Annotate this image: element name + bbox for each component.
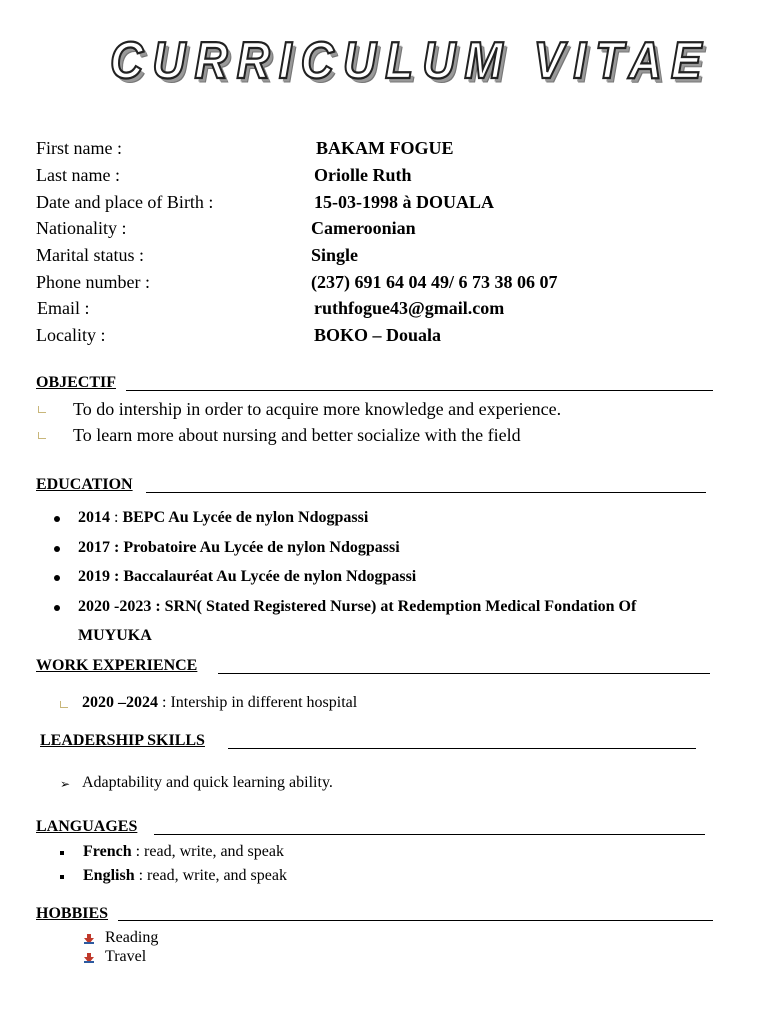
check-bullet-icon: [38, 406, 46, 413]
bullet-dot: [54, 605, 60, 611]
objective-item: To do intership in order to acquire more knowledge and experience.: [73, 399, 562, 419]
language-name: English: [83, 867, 135, 884]
language-item: [83, 867, 287, 885]
arrow-down-bullet-icon: [84, 953, 94, 963]
education-text: Baccalauréat Au Lycée de nylon Ndogpassi: [123, 568, 417, 585]
section-rule: [118, 920, 713, 921]
info-label: Last name :: [36, 165, 120, 185]
info-value: Oriolle Ruth: [314, 165, 412, 185]
info-value: (237) 691 64 04 49/ 6 73 38 06 07: [311, 272, 558, 292]
language-level: : read, write, and speak: [134, 867, 287, 884]
work-text: : Intership in different hospital: [158, 694, 358, 711]
info-value: BAKAM FOGUE: [316, 138, 454, 158]
info-label: Nationality :: [36, 218, 127, 238]
check-bullet-icon: [38, 432, 46, 439]
education-item: [78, 568, 416, 586]
info-value: ruthfogue43@gmail.com: [314, 298, 505, 318]
info-label: Marital status :: [36, 245, 144, 265]
info-row-last-name: [0, 165, 768, 191]
objective-item: To learn more about nursing and better socialize with the field: [73, 425, 521, 445]
hobby-item: Reading: [105, 929, 159, 946]
education-item: [78, 598, 636, 616]
info-label: First name :: [36, 138, 122, 158]
education-text: BEPC Au Lycée de nylon Ndogpassi: [122, 509, 369, 526]
section-heading-hobbies: HOBBIES: [36, 905, 109, 922]
education-item-continuation: MUYUKA: [78, 627, 152, 644]
section-heading-objective: OBJECTIF: [36, 374, 117, 391]
section-rule: [126, 390, 713, 391]
education-text: Probatoire Au Lycée de nylon Ndogpassi: [123, 539, 400, 556]
info-row-nationality: [0, 218, 768, 244]
education-year: 2020 -2023 :: [78, 598, 161, 615]
cv-title: CURRICULUM VITAE: [110, 31, 711, 90]
section-heading-education: EDUCATION: [36, 476, 133, 493]
info-label: Locality :: [36, 325, 106, 345]
info-value: Cameroonian: [311, 218, 416, 238]
info-row-locality: [0, 325, 768, 351]
language-name: French: [83, 843, 132, 860]
info-row-phone: [0, 272, 768, 298]
hobby-item: Travel: [105, 948, 147, 965]
info-row-first-name: [0, 138, 768, 164]
language-item: [83, 843, 284, 861]
leadership-item: Adaptability and quick learning ability.: [82, 774, 333, 791]
info-row-email: [0, 298, 768, 324]
info-label: Email :: [37, 298, 90, 318]
bullet-dot: [54, 546, 60, 552]
square-bullet: [60, 875, 64, 879]
education-item: [78, 509, 368, 527]
info-label: Phone number :: [36, 272, 150, 292]
section-heading-languages: LANGUAGES: [36, 818, 138, 835]
education-year: 2019 :: [78, 568, 120, 585]
info-label: Date and place of Birth :: [36, 192, 214, 212]
section-heading-leadership: LEADERSHIP SKILLS: [40, 732, 205, 749]
arrow-bullet-icon: ➢: [60, 777, 71, 791]
arrow-down-bullet-icon: [84, 934, 94, 944]
bullet-dot: [54, 516, 60, 522]
info-row-birth: [0, 192, 768, 218]
bullet-dot: [54, 575, 60, 581]
info-value: 15-03-1998 à DOUALA: [314, 192, 494, 212]
language-level: : read, write, and speak: [131, 843, 284, 860]
section-rule: [146, 492, 706, 493]
section-heading-work-experience: WORK EXPERIENCE: [36, 657, 198, 674]
check-bullet-icon: [60, 701, 68, 708]
education-separator: :: [110, 509, 123, 526]
education-year: 2017 :: [78, 539, 120, 556]
section-rule: [218, 673, 710, 674]
education-item: [78, 539, 400, 557]
section-rule: [154, 834, 705, 835]
education-text: SRN( Stated Registered Nurse) at Redemption Medical Fondation Of: [164, 598, 637, 615]
work-item: [82, 694, 357, 712]
info-value: Single: [311, 245, 359, 265]
work-years: 2020 –2024: [82, 694, 158, 711]
info-row-marital-status: [0, 245, 768, 271]
square-bullet: [60, 851, 64, 855]
education-year: 2014: [78, 509, 110, 526]
section-rule: [228, 748, 696, 749]
info-value: BOKO – Douala: [314, 325, 442, 345]
